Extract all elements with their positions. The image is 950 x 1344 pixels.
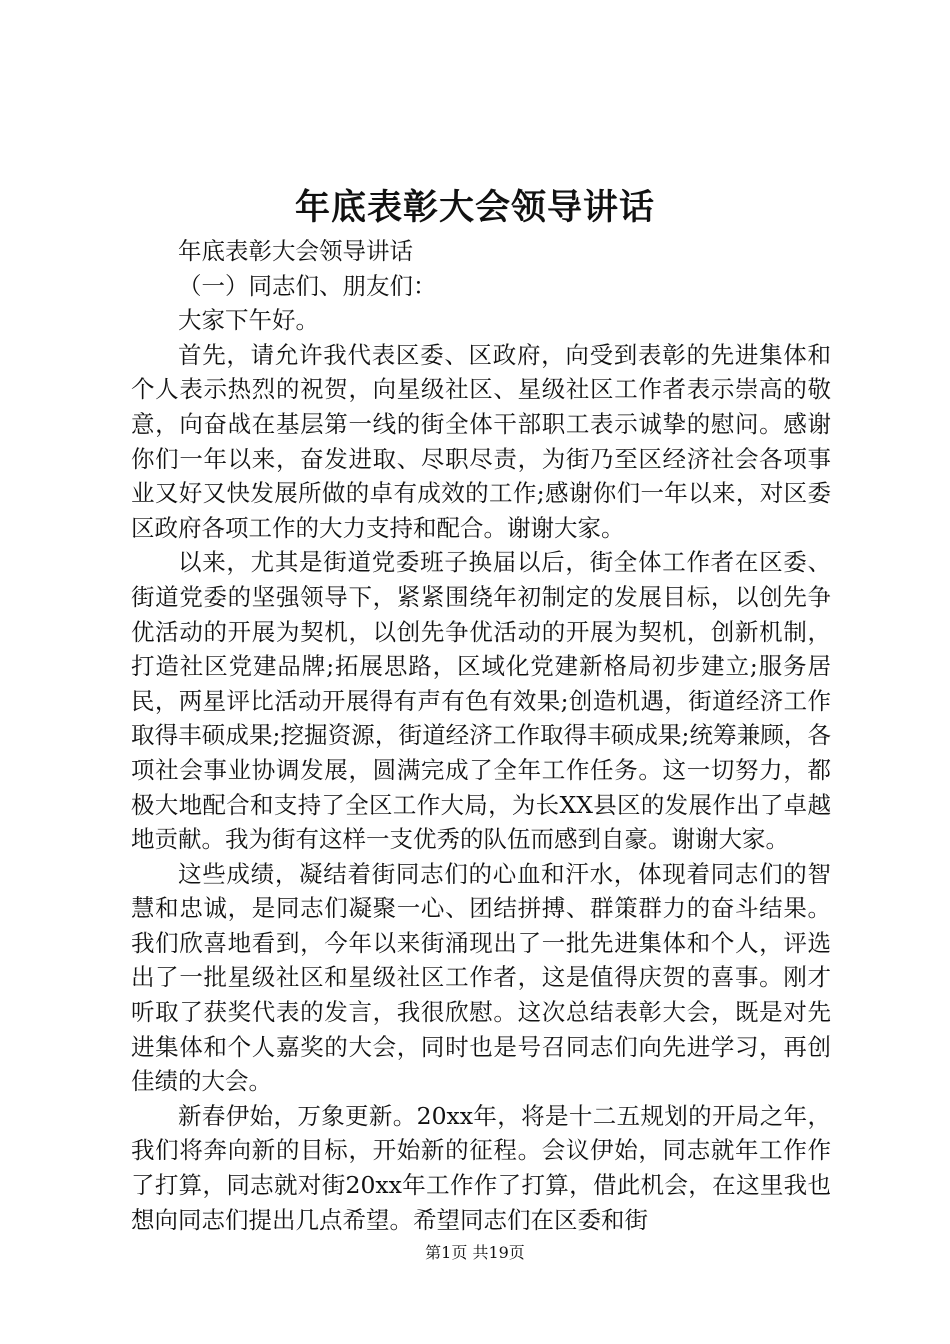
paragraph-salutation: （一）同志们、朋友们： [178, 271, 437, 300]
paragraph-results: 这些成绩，凝结着街同志们的心血和汗水，体现着同志们的智慧和忠诚，是同志们凝聚一心、团结拼搏、群策群力的奋斗结果。我们欣喜地看到，今年以来街涌现出了一批先进集体和个人，评选出了一批星级社区和星级社区工作者，这是值得庆贺的喜事。刚才听取了获奖代表的发言，我很欣慰。这次总结表彰大会，既是对先进集体和个人嘉奖的大会，同时也是号召同志们向先进学习，再创佳绩的大会。 [131, 859, 831, 1096]
document-body [131, 234, 831, 1237]
paragraph-greeting: 大家下午好。 [178, 306, 319, 335]
paragraph-congratulations: 首先，请允许我代表区委、区政府，向受到表彰的先进集体和个人表示热烈的祝贺，向星级社区、星级社区工作者表示崇高的敬意，向奋战在基层第一线的街全体干部职工表示诚挚的慰问。感谢你们一年以来，奋发进取、尽职尽责，为街乃至区经济社会各项事业又好又快发展所做的卓有成效的工作;感谢你们一年以来，对区委区政府各项工作的大力支持和配合。谢谢大家。 [131, 340, 831, 542]
paragraph-subtitle: 年底表彰大会领导讲话 [178, 237, 413, 265]
paragraph-achievements: 以来，尤其是街道党委班子换届以后，街全体工作者在区委、街道党委的坚强领导下，紧紧围绕年初制定的发展目标，以创先争优活动的开展为契机，以创先争优活动的开展为契机，创新机制，打造社区党建品牌;拓展思路，区域化党建新格局初步建立;服务居民，两星评比活动开展得有声有色有效果;创造机遇，街道经济工作取得丰硕成果;挖掘资源，街道经济工作取得丰硕成果;统筹兼顾，各项社会事业协调发展，圆满完成了全年工作任务。这一切努力，都极大地配合和支持了全区工作大局，为长XX县区的发展作出了卓越地贡献。我为街有这样一支优秀的队伍而感到自豪。谢谢大家。 [131, 548, 831, 854]
page-indicator: 第1页 共19页 [425, 1243, 525, 1262]
paragraph-new-year: 新春伊始，万象更新。20xx年，将是十二五规划的开局之年，我们将奔向新的目标，开始新的征程。会议伊始，同志就年工作作了打算，同志就对街20xx年工作作了打算，借此机会，在这里我也想向同志们提出几点希望。希望同志们在区委和街 [131, 1101, 831, 1234]
document-title: 年底表彰大会领导讲话 [294, 187, 655, 228]
